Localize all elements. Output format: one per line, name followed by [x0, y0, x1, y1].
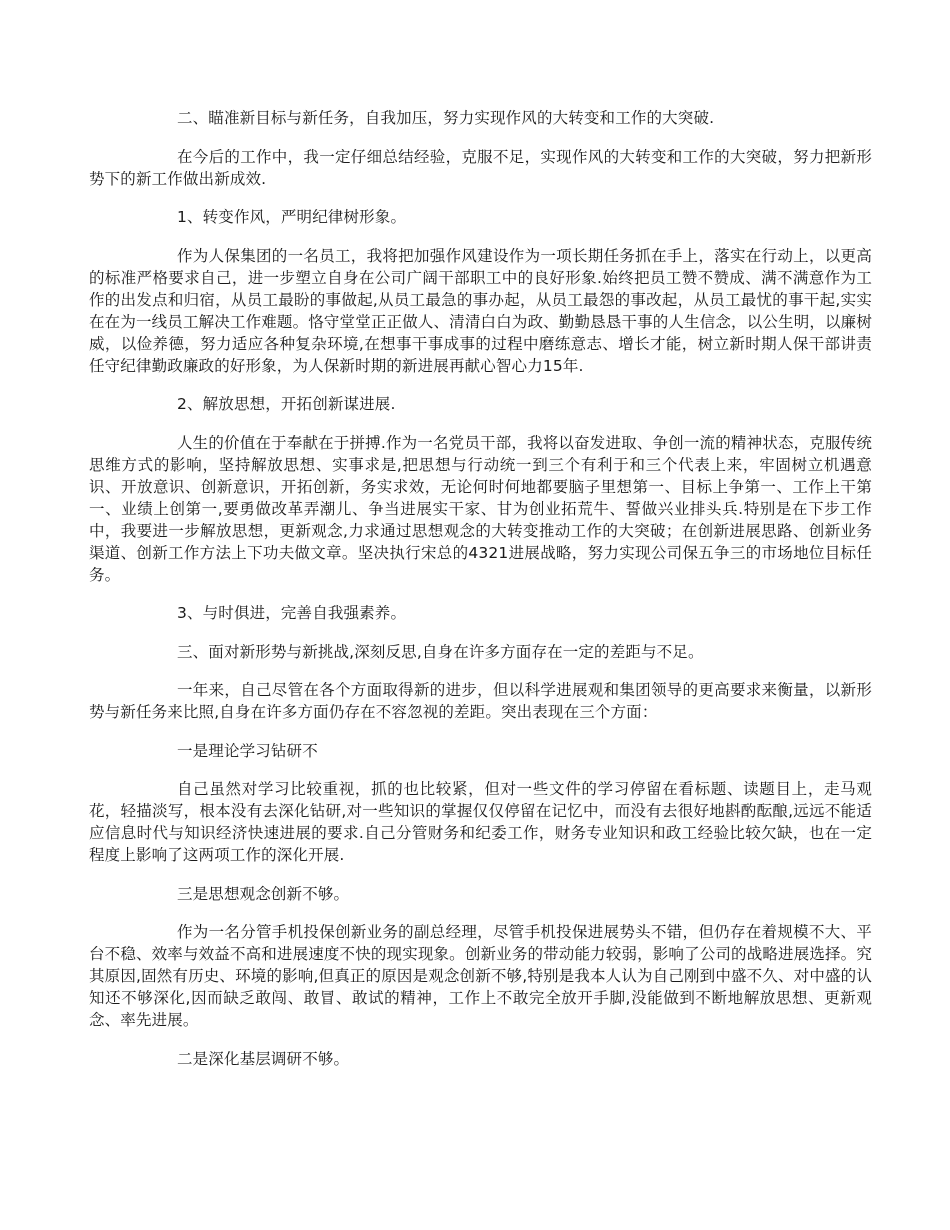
document-page — [89, 107, 872, 1070]
body-paragraph: 自己虽然对学习比较重视，抓的也比较紧，但对一些文件的学习停留在看标题、读题目上，走马观花，轻描淡写，根本没有去深化钻研,对一些知识的掌握仅仅停留在记忆中，而没有去很好地斟酌酝酿,远远不能适应信息时代与知识经济快速进展的要求.自己分管财务和纪委工作，财务专业知识和政工经验比较欠缺，也在一定程度上影响了这两项工作的深化开展. — [89, 780, 872, 864]
subheading-point-1: 一是理论学习钻研不 — [177, 741, 318, 760]
section-heading-3: 三、面对新形势与新挑战,深刻反思,自身在许多方面存在一定的差距与不足。 — [177, 642, 704, 661]
subheading-1: 1、转变作风，严明纪律树形象。 — [177, 208, 407, 226]
subheading-2: 2、解放思想，开拓创新谋进展. — [177, 395, 396, 413]
subheading-point-2: 二是深化基层调研不够。 — [177, 1049, 350, 1068]
body-paragraph: 一年来，自己尽管在各个方面取得新的进步，但以科学进展观和集团领导的更高要求来衡量，以新形势与新任务来比照,自身在许多方面仍存在不容忽视的差距。突出表现在三个方面： — [89, 681, 872, 721]
section-heading-2: 二、瞄准新目标与新任务，自我加压，努力实现作风的大转变和工作的大突破. — [177, 109, 715, 127]
subheading-3: 3、与时俱进，完善自我强素养。 — [177, 604, 407, 622]
body-paragraph: 在今后的工作中，我一定仔细总结经验，克服不足，实现作风的大转变和工作的大突破，努力把新形势下的新工作做出新成效. — [89, 147, 872, 188]
body-paragraph: 人生的价值在于奉献在于拼搏.作为一名党员干部，我将以奋发进取、争创一流的精神状态，克服传统思维方式的影响，坚持解放思想、实事求是,把思想与行动统一到三个有利于和三个代表上来，牢固树立机遇意识、开放意识、创新意识，开拓创新，务实求效，无论何时何地都要脑子里想第一、目标上争第一、工作上干第一、业绩上创第一,要勇做改革弄潮儿、争当进展实干家、甘为创业拓荒牛、誓做兴业排头兵.特别是在下步工作中，我要进一步解放思想，更新观念,力求通过思想观念的大转变推动工作的大突破；在创新进展思路、创新业务渠道、创新工作方法上下功夫做文章。坚决执行宋总的4321进展战略，努力实现公司保五争三的市场地位目标任务。 — [89, 433, 872, 584]
body-paragraph: 作为人保集团的一名员工，我将把加强作风建设作为一项长期任务抓在手上，落实在行动上，以更高的标准严格要求自己，进一步塑立自身在公司广阔干部职工中的良好形象.始终把员工赞不赞成、满不满意作为工作的出发点和归宿，从员工最盼的事做起,从员工最急的事办起，从员工最怨的事改起，从员工最忧的事干起,实实在在为一线员工解决工作难题。恪守堂堂正正做人、清清白白为政、勤勤恳恳干事的人生信念，以公生明，以廉树威，以俭养德，努力适应各种复杂环境,在想事干事成事的过程中磨练意志、增长才能，树立新时期人保干部讲责任守纪律勤政廉政的好形象，为人保新时期的新进展再献心智心力15年. — [89, 246, 872, 375]
subheading-point-3: 三是思想观念创新不够。 — [177, 884, 350, 903]
body-paragraph: 作为一名分管手机投保创新业务的副总经理，尽管手机投保进展势头不错，但仍存在着规模不大、平台不稳、效率与效益不高和进展速度不快的现实现象。创新业务的带动能力较弱，影响了公司的战略进展选择。究其原因,固然有历史、环境的影响,但真正的原因是观念创新不够,特别是我本人认为自己刚到中盛不久、对中盛的认知还不够深化,因而缺乏敢闯、敢冒、敢试的精神，工作上不敢完全放开手脚,没能做到不断地解放思想、更新观念、率先进展。 — [89, 923, 872, 1029]
